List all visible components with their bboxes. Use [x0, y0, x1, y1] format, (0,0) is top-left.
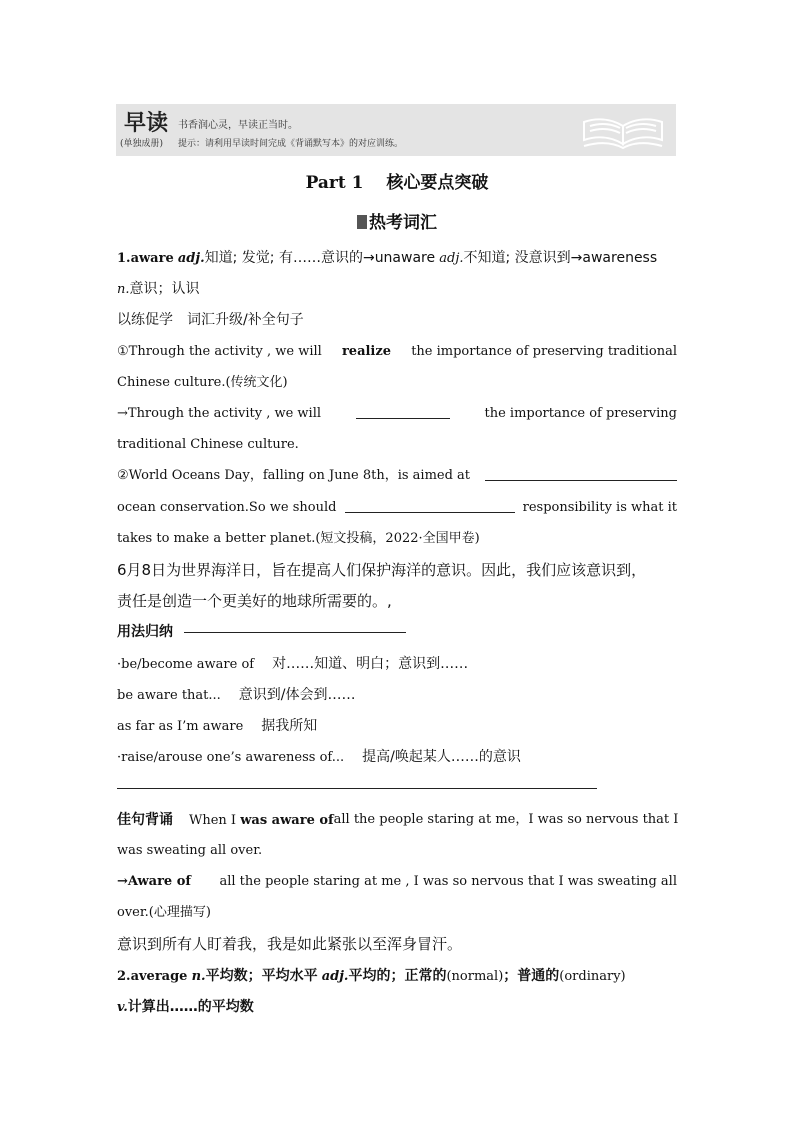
section-title-text: 热考词汇 [369, 213, 437, 233]
sentence-3-end: takes to make a better planet.(短文投稿，2022·全国甲卷) [117, 531, 480, 546]
usage-title: 用法归纳 [117, 624, 173, 640]
section-title [0, 208, 794, 233]
usage-item-4: ·raise/arouse one’s awareness of... 提高/唤起某人……的意识 [117, 749, 521, 765]
banner-title: 早读 [124, 110, 169, 136]
sentence-3: ②World Oceans Day，falling on June 8th，is aimed at [117, 467, 677, 485]
usage-divider [117, 788, 597, 789]
example-translation: 意识到所有人盯着我，我是如此紧张以至浑身冒汗。 [117, 935, 463, 953]
practice-heading: 以练促学 词汇升级/补全句子 [117, 312, 304, 328]
usage-item-2: be aware that... 意识到/体会到…… [117, 687, 356, 703]
answer-blank[interactable] [485, 467, 677, 481]
example-rewrite: →Aware of all the people staring at me , I was so nervous that I was sweating all [117, 874, 677, 889]
entry-average-line2: v.计算出……的平均数 [117, 999, 254, 1015]
open-book-icon [580, 110, 666, 150]
answer-blank[interactable] [345, 499, 515, 513]
translation-line2: 责任是创造一个更美好的地球所需要的。, [117, 592, 392, 610]
usage-underline [184, 632, 406, 633]
banner-subtitle: (单独成册) [120, 139, 164, 149]
sentence-1: ①Through the activity , we will realize the importance of preserving traditional [117, 344, 677, 359]
sentence-2: →Through the activity , we will the importance of preserving [117, 406, 677, 421]
section-marker-icon [357, 215, 367, 229]
banner-hint: 提示：请利用早读时间完成《背诵默写本》的对应训练。 [178, 139, 404, 149]
usage-item-3: as far as I’m aware 据我所知 [117, 718, 318, 734]
example-sentence: 佳句背诵 When I was aware of all the people staring at me，I was so nervous that I [117, 812, 679, 828]
banner-motto: 书香润心灵，早读正当时。 [178, 120, 298, 131]
example-rewrite-cont: over.(心理描写) [117, 905, 211, 920]
answer-blank[interactable] [356, 405, 450, 419]
header-banner [116, 104, 676, 156]
example-sentence-cont: was sweating all over. [117, 843, 263, 858]
sentence-2-cont: traditional Chinese culture. [117, 437, 299, 452]
usage-item-1: ·be/become aware of 对……知道、明白；意识到…… [117, 656, 469, 672]
sentence-3-cont: ocean conservation.So we should responsibility is what it [117, 500, 677, 515]
part-title: Part 1 核心要点突破 [305, 173, 489, 193]
entry-aware-line1: 1.aware adj.知道; 发觉; 有……意识的→unaware adj.不知道; 没意识到→awareness [117, 250, 658, 266]
sentence-1-cont: Chinese culture.(传统文化) [117, 375, 288, 390]
entry-aware-line2: n.意识；认识 [117, 281, 200, 297]
translation-line1: 6月8日为世界海洋日，旨在提高人们保护海洋的意识。因此，我们应该意识到， [117, 561, 647, 579]
entry-average-line1: 2.average n.平均数；平均水平 adj.平均的；正常的(normal)；普通的(ordinary) [117, 968, 626, 984]
